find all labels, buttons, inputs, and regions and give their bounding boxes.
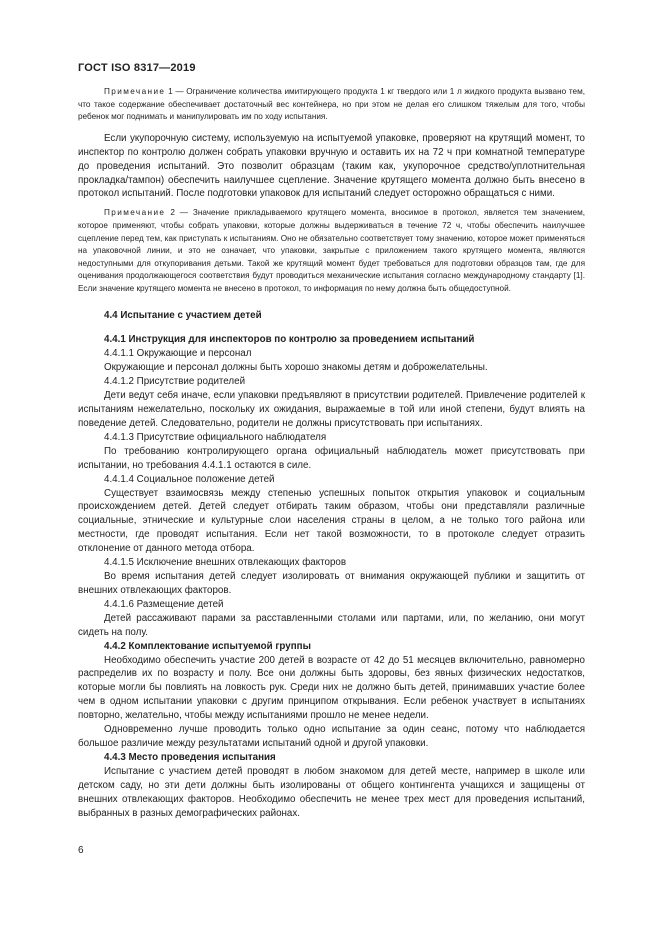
paragraph-closure-torque: Если укупорочную систему, используемую на испытуемой упаковке, проверяют на крутящий момент, то инспектор по контролю должен собрать упаковки вручную и оставить их на 72 ч при комнатной температуре до проведения испытаний. Это позволит образцам (таким как, укупорочное средство/уплотнительная прокладка/тампон) обеспечить наилучшее сцепление. Значение крутящего момента должно быть внесено в протокол испытаний. После подготовки упаковок для испытаний следует осторожно обращаться с ними. [78,132,585,200]
note-2-text: 2 — Значение прикладываемого крутящего момента, вносимое в протокол, является тем значением, которое применяют, чтобы собрать упаковки, которые должны выдерживаться в течение 72 ч, чтобы обеспечить наилучшее сцепление перед тем, как приступать к испытаниям. Оно не обязательно соответствует тому значению, которое может применяться на упаковочной линии, и это не означает, что упаковки, закрытые с приложением такого крутящего момента, являются недоступными для откупоривания детьми. Такой же крутящий момент будет требоваться для подготовки образцов там, где для оценивания продолжающегося соответствия будут проводиться механические испытания согласно международному стандарту [1]. Если значение крутящего момента не внесено в протокол, то информация по нему должна быть общедоступной. [78,208,585,293]
page-content [78,86,585,820]
paragraph-4-4-3: Испытание с участием детей проводят в любом знакомом для детей месте, например в школе или детском саду, но эти дети должны быть изолированы от общего контингента учащихся и защищены от внешних отвлекающих факторов. Необходимо обеспечить не менее трех мест для проведения испытаний, выбранных в разных демографических районах. [78,765,585,819]
section-4-4-1-2-heading: 4.4.1.2 Присутствие родителей [104,376,246,388]
section-4-4-1-3-heading: 4.4.1.3 Присутствие официального наблюдателя [104,431,327,443]
paragraph-4-4-2-b: Одновременно лучше проводить только одно испытание за один сеанс, потому что наблюдается большое различие между результатами испытаний одной и другой упаковки. [78,724,585,749]
note-1 [78,86,585,124]
section-4-4-1-heading: 4.4.1 Инструкция для инспекторов по контролю за проведением испытаний [104,334,475,346]
note-2 [78,207,585,295]
section-4-4-2-heading: 4.4.2 Комплектование испытуемой группы [104,640,311,652]
section-4-4-1-1-heading: 4.4.1.1 Окружающие и персонал [104,348,252,360]
section-4-4-1-6-heading: 4.4.1.6 Размещение детей [104,598,224,610]
section-4-4-1-4-heading: 4.4.1.4 Социальное положение детей [104,473,275,485]
section-4-4-heading: 4.4 Испытание с участием детей [104,310,262,322]
document-header: ГОСТ ISO 8317—2019 [78,62,196,74]
paragraph-4-4-1-4: Существует взаимосвязь между степенью успешных попыток открытия упаковок и социальным происхождением детей. Детей следует отбирать таким образом, чтобы они представляли различные социальные, этнические и культурные слои населения страны в целом, а не только того района или местности, где проводят испытания. Если нет такой возможности, то в протоколе следует отразить отклонение от данного метода отбора. [78,487,585,555]
section-4-4-3-heading: 4.4.3 Место проведения испытания [104,751,276,763]
paragraph-4-4-1-3: По требованию контролирующего органа официальный наблюдатель может присутствовать при испытании, но требования 4.4.1.1 остаются в силе. [78,445,585,471]
section-4-4-1-5-heading: 4.4.1.5 Исключение внешних отвлекающих факторов [104,557,347,569]
note-1-label: Примечание [104,87,166,96]
paragraph-4-4-1-2: Дети ведут себя иначе, если упаковки предъявляют в присутствии родителей. Привлечение родителей к испытаниям нежелательно, поскольку их ожидания, выражаемые в той или иной степени, будут влиять на поведение детей. Следовательно, родители не должны присутствовать при испытаниях. [78,390,585,429]
paragraph-4-4-2-a: Необходимо обеспечить участие 200 детей в возрасте от 42 до 51 месяцев включительно, равномерно распределив их по возрасту и полу. Все они должны быть здоровы, без явных физических недостатков, которые могли бы повлиять на ловкость рук. Среди них не должно быть детей, принимавших участие более чем в одном испытании упаковки с другим принципом открывания. Если ребенок участвует в испытаниях повторно, желательно, чтобы между испытаниями прошло не менее недели. [78,654,585,722]
note-2-label: Примечание [104,208,166,218]
note-1-text: 1 — Ограничение количества имитирующего продукта 1 кг твердого или 1 л жидкого продукта вызвано тем, что такое содержание обеспечивает достаточный вес контейнера, но при этом не делая его слишком тяжелым для того, чтобы ребенок мог поднимать и манипулировать им по ходу испытания. [78,87,585,122]
paragraph-4-4-1-5: Во время испытания детей следует изолировать от внимания окружающей публики и защитить от внешних отвлекающих факторов. [78,570,585,596]
page-number: 6 [78,845,84,856]
paragraph-4-4-1-1: Окружающие и персонал должны быть хорошо знакомы детям и доброжелательны. [104,362,488,374]
paragraph-4-4-1-6: Детей рассаживают парами за расставленными столами или партами, или, по желанию, они могут сидеть на полу. [78,612,585,638]
